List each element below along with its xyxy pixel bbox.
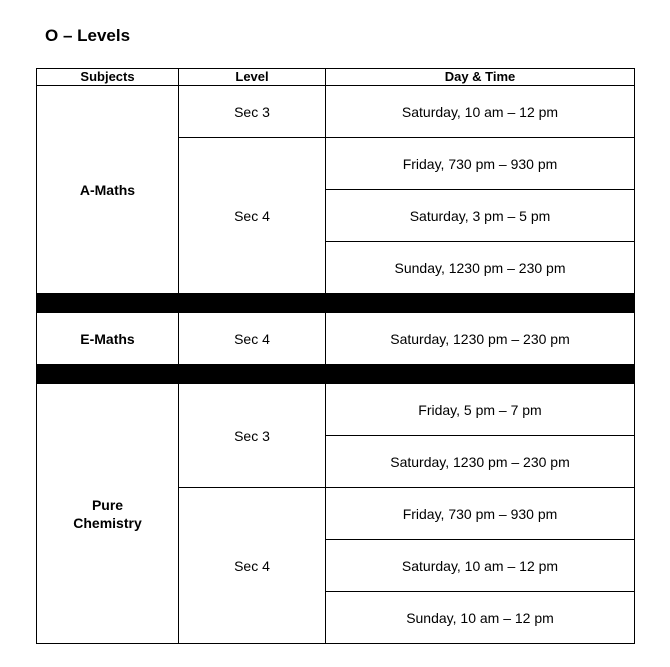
time-cell: Sunday, 10 am – 12 pm <box>326 592 635 644</box>
time-cell: Sunday, 1230 pm – 230 pm <box>326 242 635 294</box>
schedule-table <box>36 68 635 644</box>
separator-cell <box>326 294 635 313</box>
header-subjects: Subjects <box>37 69 179 86</box>
time-cell: Friday, 5 pm – 7 pm <box>326 384 635 436</box>
time-cell: Friday, 730 pm – 930 pm <box>326 488 635 540</box>
level-cell: Sec 4 <box>179 488 326 644</box>
separator-cell <box>179 365 326 384</box>
separator-row <box>37 365 635 384</box>
level-cell: Sec 3 <box>179 384 326 488</box>
page-title: O – Levels <box>45 26 131 45</box>
subject-cell-emaths: E-Maths <box>37 313 179 365</box>
time-cell: Saturday, 10 am – 12 pm <box>326 540 635 592</box>
subject-cell-amaths: A-Maths <box>37 86 179 294</box>
separator-cell <box>179 294 326 313</box>
separator-cell <box>37 294 179 313</box>
subject-cell-chemistry <box>37 384 179 644</box>
separator-row <box>37 294 635 313</box>
subject-line: Pure <box>91 496 124 513</box>
time-cell: Saturday, 1230 pm – 230 pm <box>326 436 635 488</box>
subject-line: Chemistry <box>73 514 142 531</box>
table-row <box>37 86 635 138</box>
header-day-time: Day & Time <box>326 69 635 86</box>
time-cell: Saturday, 3 pm – 5 pm <box>326 190 635 242</box>
separator-cell <box>326 365 635 384</box>
time-cell: Saturday, 1230 pm – 230 pm <box>326 313 635 365</box>
header-level: Level <box>179 69 326 86</box>
level-cell: Sec 4 <box>179 313 326 365</box>
table-row <box>37 313 635 365</box>
level-cell: Sec 4 <box>179 138 326 294</box>
table-row <box>37 384 635 436</box>
level-cell: Sec 3 <box>179 86 326 138</box>
time-cell: Saturday, 10 am – 12 pm <box>326 86 635 138</box>
separator-cell <box>37 365 179 384</box>
table-header-row <box>37 69 635 86</box>
time-cell: Friday, 730 pm – 930 pm <box>326 138 635 190</box>
